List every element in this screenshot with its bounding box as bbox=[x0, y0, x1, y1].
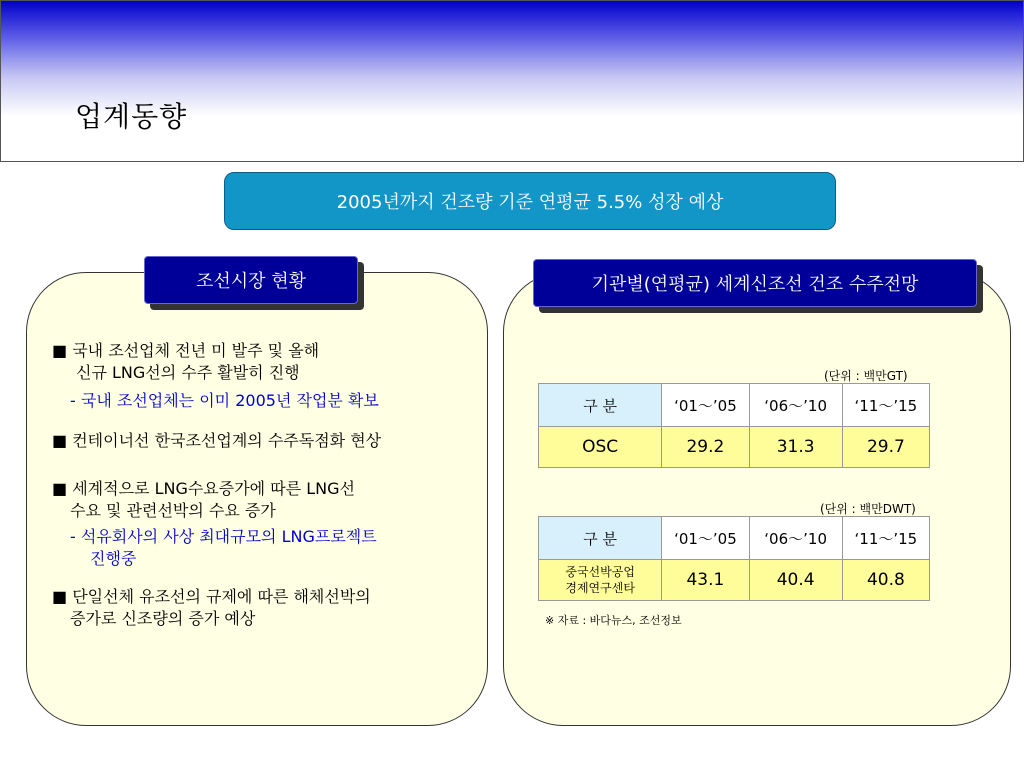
table-2-org-line-2: 경제연구센타 bbox=[565, 581, 635, 595]
table-2-header-cell: ‘01～’05 bbox=[662, 517, 749, 560]
market-status-tab: 조선시장 현황 bbox=[144, 256, 358, 304]
summary-banner: 2005년까지 건조량 기준 연평균 5.5% 성장 예상 bbox=[224, 172, 836, 230]
table-2-header-cell: 구 분 bbox=[539, 517, 662, 560]
bullet-4-line-2: 증가로 신조량의 증가 예상 bbox=[70, 609, 256, 628]
market-status-bullets bbox=[52, 340, 482, 630]
table-1-header-cell: 구 분 bbox=[539, 384, 662, 427]
forecast-panel bbox=[503, 272, 1011, 726]
table-2-org-cell bbox=[539, 560, 662, 601]
table-1-data-row bbox=[539, 427, 930, 468]
table-2-header-cell: ‘06～’10 bbox=[749, 517, 842, 560]
table-1-header-row bbox=[539, 384, 930, 427]
bullet-3-sub-line-1: - 석유회사의 사상 최대규모의 LNG프로젝트 bbox=[70, 527, 377, 546]
table-1-unit: (단위 : 백만GT) bbox=[824, 369, 908, 383]
table-2-org-line-1: 중국선박공업 bbox=[565, 565, 635, 579]
table-2-data-row bbox=[539, 560, 930, 601]
table-2-unit: (단위 : 백만DWT) bbox=[820, 502, 916, 516]
table-1-header-cell: ‘01～’05 bbox=[662, 384, 749, 427]
forecast-table-2 bbox=[538, 516, 930, 601]
forecast-tab: 기관별(연평균) 세계신조선 건조 수주전망 bbox=[533, 259, 977, 307]
bullet-3-line-2: 수요 및 관련선박의 수요 증가 bbox=[70, 501, 276, 520]
table-1-header-cell: ‘06～’10 bbox=[749, 384, 842, 427]
bullet-1-sub: - 국내 조선업체는 이미 2005년 작업분 확보 bbox=[70, 391, 379, 410]
bullet-3-line-1: ■ 세계적으로 LNG수요증가에 따른 LNG선 bbox=[52, 479, 355, 498]
table-2-value-cell: 40.4 bbox=[749, 560, 842, 601]
table-1-org-cell: OSC bbox=[539, 427, 662, 468]
table-2-header-row bbox=[539, 517, 930, 560]
bullet-3-sub-line-2: 진행중 bbox=[90, 549, 137, 568]
table-1-value-cell: 29.7 bbox=[842, 427, 929, 468]
table-1-value-cell: 29.2 bbox=[662, 427, 749, 468]
source-note: ※ 자료 : 바다뉴스, 조선정보 bbox=[545, 614, 682, 627]
table-1-header-cell: ‘11～’15 bbox=[842, 384, 929, 427]
table-2-header-cell: ‘11～’15 bbox=[842, 517, 929, 560]
table-2-value-cell: 43.1 bbox=[662, 560, 749, 601]
bullet-2: ■ 컨테이너선 한국조선업계의 수주독점화 현상 bbox=[52, 431, 382, 450]
bullet-4-line-1: ■ 단일선체 유조선의 규제에 따른 해체선박의 bbox=[52, 587, 371, 606]
header-bar bbox=[0, 0, 1024, 162]
forecast-table-1 bbox=[538, 383, 930, 468]
bullet-1-line-1: ■ 국내 조선업체 전년 미 발주 및 올해 bbox=[52, 341, 320, 360]
page-title: 업계동향 bbox=[75, 100, 188, 133]
table-2-value-cell: 40.8 bbox=[842, 560, 929, 601]
table-1-value-cell: 31.3 bbox=[749, 427, 842, 468]
bullet-1-line-2: 신규 LNG선의 수주 활발히 진행 bbox=[76, 363, 300, 382]
